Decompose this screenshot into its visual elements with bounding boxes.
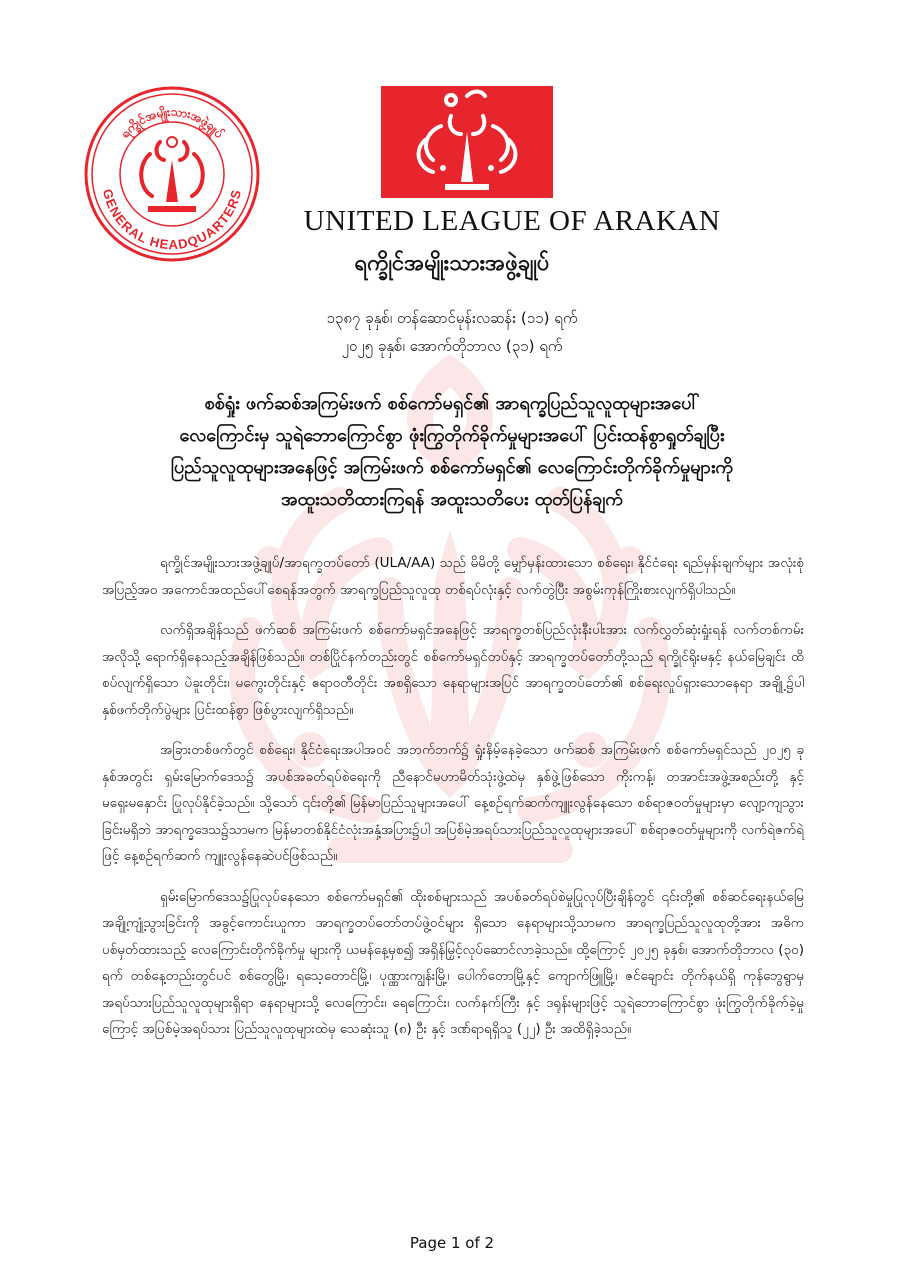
body-paragraph: အခြားတစ်ဖက်တွင် စစ်ရေး၊ နိုင်ငံရေးအပါအဝင် အဘက်ဘက်၌ ရှုံးနိမ့်နေခဲ့သော ဖက်ဆစ် အကြမ်းဖက် စစ်ကော်မရှင်သည် ၂၀၂၅ ခုနှစ်အတွင်း ရှမ်းမြောက်ဒေသ၌ အပစ်အခတ်ရပ်စဲရေးကို ညီနောင်မဟာမိတ်သုံးဖွဲ့ထဲမှ နှစ်ဖွဲ့ဖြစ်သော ကိုးကန့်၊ တအာင်းအဖွဲ့အစည်းတို့ နှင့် မရှေးမနှောင်း ပြုလုပ်နိုင်ခဲ့သည်။ သို့သော် ၎င်းတို့၏ မြန်မာပြည်သူများအပေါ် နေ့စဉ်ရက်ဆက်ကျူးလွန်နေသော စစ်ရာဇဝတ်မှုများမှာ လျော့ကျသွားခြင်းမရှိဘဲ အာရက္ခဒေသ၌သာမက မြန်မာတစ်နိုင်ငံလုံးအနှံ့အပြား၌ပါ အပြစ်မဲ့အရပ်သားပြည်သူလူထုများအပေါ် စစ်ရာဇဝတ်မှုများကို လက်ရဲဇက်ရဲဖြင့် နေ့စဉ်ရက်ဆက် ကျူးလွန်နေဆဲပင်ဖြစ်သည်။ [102, 742, 804, 864]
headline-line: စစ်ရှုံး ဖက်ဆစ်အကြမ်းဖက် စစ်ကော်မရှင်၏ အာရက္ခပြည်သူလူထုများအပေါ် [204, 393, 700, 414]
page-number: Page 1 of 2 [409, 1234, 495, 1252]
statement-body [102, 550, 804, 1057]
headline-line: ပြည်သူလူထုများအနေဖြင့် အကြမ်းဖက် စစ်ကော်မရှင်၏ လေကြောင်းတိုက်ခိုက်မှုများကို [171, 457, 733, 478]
arakanese-date: ၁၃၈၇ ခုနှစ်၊ တန်ဆောင်မုန်းလဆန်း (၁၁) ရက် [326, 309, 578, 327]
body-paragraph: ရှမ်းမြောက်ဒေသ၌ပြုလုပ်နေသော စစ်ကော်မရှင်၏ ထိုးစစ်များသည် အပစ်ခတ်ရပ်စဲမှုပြုလုပ်ပြီးချိန်တွင် ၎င်းတို့၏ စစ်ဆင်ရေးနယ်မြေအချို့ကျုံ့သွားခြင်းကို အခွင့်ကောင်းယူကာ အာရက္ခတပ်တော်တပ်ဖွဲ့ဝင်များ ရှိသော နေရာများသို့သာမက အာရက္ခပြည်သူလူထုတို့အား အဓိကပစ်မှတ်ထားသည့် လေကြောင်းတိုက်ခိုက်မှု များကို ယမန်နေ့မှစ၍ အရှိန်မြှင့်လုပ်ဆောင်လာခဲ့သည်။ ထို့ကြောင့် ၂၀၂၅ ခုနှစ်၊ အောက်တိုဘာလ (၃၀) ရက် တစ်နေ့တည်းတွင်ပင် စစ်တွေမြို့၊ ရသေ့တောင်မြို့၊ ပုဏ္ဏားကျွန်းမြို့၊ ပေါက်တောမြို့နှင့် ကျောက်ဖြူမြို့၊ ဇင်ချောင်း တိုက်နယ်ရှိ ကုန်ဘွေရွာမှ အရပ်သားပြည်သူလူထုများရှိရာ နေရာများသို့ လေကြောင်း၊ ရေကြောင်း၊ လက်နက်ကြီး နှင့် ဒရုန်းများဖြင့် သူရဲဘောကြောင်စွာ ဖုံးကြွတိုက်ခိုက်ခဲ့မှုကြောင့် အပြစ်မဲ့အရပ်သား ပြည်သူလူထုများထဲမှ သေဆုံးသူ (၈) ဦး နှင့် ဒဏ်ရာရရှိသူ (၂၂) ဦး အထိရှိခဲ့သည်။ [102, 888, 804, 1037]
ula-emblem-logo [381, 86, 553, 198]
org-name-myanmar: ရက္ခိုင်အမျိုးသားအဖွဲ့ချုပ် [354, 251, 550, 276]
headline-line: လေကြောင်းမှ သူရဲဘောကြောင်စွာ ဖုံးကြွတိုက်ခိုက်မှုများအပေါ် ပြင်းထန်စွာရှုတ်ချပြီး [179, 425, 725, 446]
body-paragraph: ရက္ခိုင်အမျိုးသားအဖွဲ့ချုပ်/အာရက္ခတပ်တော် (ULA/AA) သည် မိမိတို့ မျှော်မှန်းထားသော စစ်ရေး၊ နိုင်ငံရေး ရည်မှန်းချက်များ အလုံးစုံ အပြည့်အဝ အကောင်အထည်ပေါ်စေရန်အတွက် အာရက္ခပြည်သူလူထု တစ်ရပ်လုံးနှင့် လက်တွဲပြီး အစွမ်းကုန်ကြိုးစားလျက်ရှိပါသည်။ [102, 555, 804, 598]
statement-dates [0, 304, 904, 360]
svg-text:GENERAL HEADQUARTERS: GENERAL HEADQUARTERS [99, 187, 245, 253]
svg-text:ရက္ခိုင်အမျိုးသားအဖွဲ့ချုပ်: ရက္ခိုင်အမျိုးသားအဖွဲ့ချုပ် [117, 104, 227, 141]
ula-emblem-icon [381, 86, 553, 198]
org-name-english: UNITED LEAGUE OF ARAKAN [303, 205, 721, 237]
headline-line: အထူးသတိထားကြရန် အထူးသတိပေး ထုတ်ပြန်ချက် [281, 489, 623, 510]
statement-headline [90, 388, 814, 516]
body-paragraph: လက်ရှိအချိန်သည် ဖက်ဆစ် အကြမ်းဖက် စစ်ကော်မရှင်အနေဖြင့် အာရက္ခတစ်ပြည်လုံးနီးပါးအား လက်လွှတ်ဆုံးရှုံးရန် လက်တစ်ကမ်းအလိုသို့ ရောက်ရှိနေသည့်အချိန်ဖြစ်သည်။ တစ်ပြိုင်နက်တည်းတွင် စစ်ကော်မရှင်တပ်နှင့် အာရက္ခတပ်တော်တို့သည် ရက္ခိုင်ရိုးမနှင့် နယ်မြေချင်း ထိစပ်လျက်ရှိသော ပဲခူးတိုင်း၊ မကွေးတိုင်းနှင့် ဧရာဝတီတိုင်း အစရှိသော နေရာများအပြင် အာရက္ခတပ်တော်၏ စစ်ရေးလှုပ်ရှားသောနေရာ အချို့၌ပါ နှစ်ဖက်တိုက်ပွဲများ ပြင်းထန်စွာ ဖြစ်ပွားလျက်ရှိသည်။ [102, 622, 804, 718]
gregorian-date: ၂၀၂၅ ခုနှစ်၊ အောက်တိုဘာလ (၃၁) ရက် [341, 337, 563, 355]
